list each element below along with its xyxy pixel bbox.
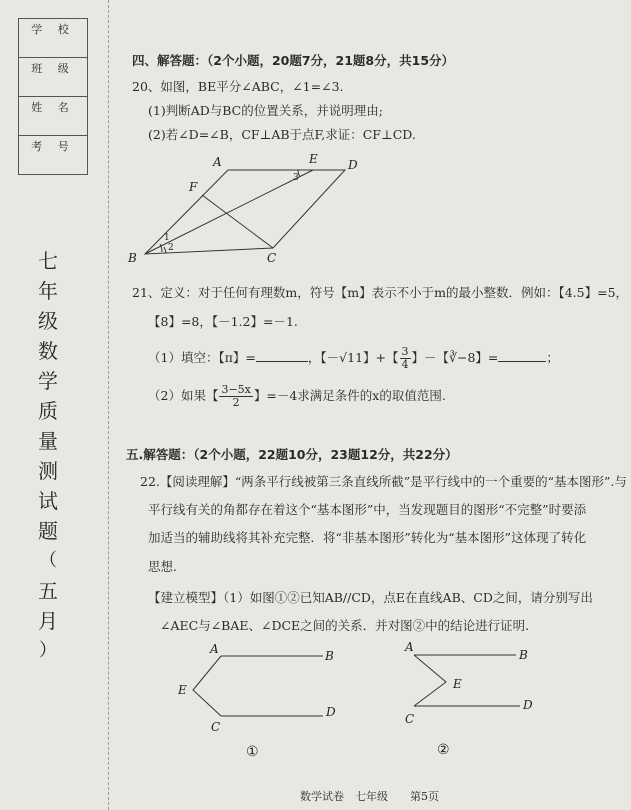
title-char: 级 <box>38 309 58 333</box>
frac-den: 4 <box>401 358 409 371</box>
title-char: 月 <box>38 609 58 633</box>
fig2-caption: ② <box>437 742 450 758</box>
fig2-segments-ae-ec <box>414 655 446 706</box>
title-char: ） <box>39 640 57 661</box>
name-field: 姓 名 <box>19 97 88 136</box>
label-d: D <box>348 158 358 172</box>
title-char: 七 <box>38 249 58 273</box>
fig1-label-b: B <box>325 649 334 663</box>
q22-line3: 加适当的辅助线将其补充完整．将“非基本图形”转化为“基本图形”这体现了转化 <box>148 530 587 545</box>
title-char: 题 <box>38 519 58 543</box>
q21-fill-mid2: 】－【∛−8】= <box>411 350 499 365</box>
q21-line2: 【8】=8，【－1.2】=－1. <box>148 314 298 329</box>
q21-part2-suffix: 】=－4求满足条件的x的取值范围. <box>253 388 446 403</box>
q21-part2-prefix: （2）如果【 <box>148 388 219 403</box>
fig2-label-d: D <box>523 698 533 712</box>
title-char: 五 <box>38 579 58 603</box>
title-char: 质 <box>38 399 58 423</box>
q22-line2: 平行线有关的角都存在着这个“基本图形”中，当发现题目的图形“不完整”时要添 <box>148 502 587 517</box>
frac-num: 3 <box>401 345 409 358</box>
q21-fill-prefix: （1）填空：【π】= <box>148 350 256 365</box>
title-char: （ <box>39 550 57 571</box>
q22-line6: ∠AEC与∠BAE、∠DCE之间的关系．并对图②中的结论进行证明. <box>160 618 530 633</box>
q21-fill-end: ； <box>546 350 559 365</box>
fig1-label-e: E <box>178 683 187 697</box>
frac-den: 2 <box>232 396 240 409</box>
fig1-label-c: C <box>211 720 221 734</box>
title-char: 年 <box>38 279 58 303</box>
section4-heading: 四、解答题：（2个小题，20题7分，21题8分，共15分） <box>132 53 455 68</box>
title-char: 量 <box>38 429 58 453</box>
q22-line1: 22.【阅读理解】“两条平行线被第三条直线所截”是平行线中的一个重要的“基本图形”.与 <box>140 474 627 489</box>
q21-line1: 21、定义：对于任何有理数m，符号【m】表示不小于m的最小整数．例如：【4.5】=5， <box>132 285 629 300</box>
q22-line5: 【建立模型】（1）如图①②已知AB//CD，点E在直线AB、CD之间，请分别写出 <box>148 590 593 605</box>
angle-label-3: 3 <box>293 173 299 183</box>
fig1-caption: ① <box>246 744 259 760</box>
frac-num: 3−5x <box>221 383 251 396</box>
label-c: C <box>267 251 277 265</box>
q22-line4: 思想. <box>148 559 177 574</box>
q20-part1: (1)判断AD与BC的位置关系，并说明理由; <box>148 103 383 118</box>
fig2-label-b: B <box>519 648 528 662</box>
fig1-label-a: A <box>210 642 219 656</box>
school-field: 学 校 <box>19 19 88 58</box>
fig1-label-d: D <box>326 705 336 719</box>
label-e: E <box>309 152 318 166</box>
title-char: 试 <box>38 489 58 513</box>
fig2-label-a: A <box>405 640 414 654</box>
angle-label-2: 2 <box>168 243 174 253</box>
section5-heading: 五.解答题：（2个小题，22题10分，23题12分，共22分） <box>126 447 458 462</box>
label-b: B <box>128 251 137 265</box>
fig2-label-e: E <box>453 677 462 691</box>
title-char: 学 <box>38 369 58 393</box>
label-f: F <box>189 180 198 194</box>
q20-stem: 20、如图，BE平分∠ABC，∠1=∠3. <box>132 79 344 94</box>
q21-fill-mid1: ，【－√11】+【 <box>307 350 399 365</box>
fig1-segments-ae-ec <box>193 656 221 716</box>
title-char: 数 <box>38 339 58 363</box>
class-field: 班 级 <box>19 58 88 97</box>
title-char: 测 <box>38 459 58 483</box>
page-footer: 数学试卷 七年级 第5页 <box>300 790 439 803</box>
label-a: A <box>213 155 222 169</box>
exam-number-field: 考 号 <box>19 136 88 175</box>
fig2-label-c: C <box>405 712 415 726</box>
angle-label-1: 1 <box>164 233 170 243</box>
q20-part2: (2)若∠D=∠B，CF⊥AB于点F,求证：CF⊥CD. <box>148 127 416 142</box>
